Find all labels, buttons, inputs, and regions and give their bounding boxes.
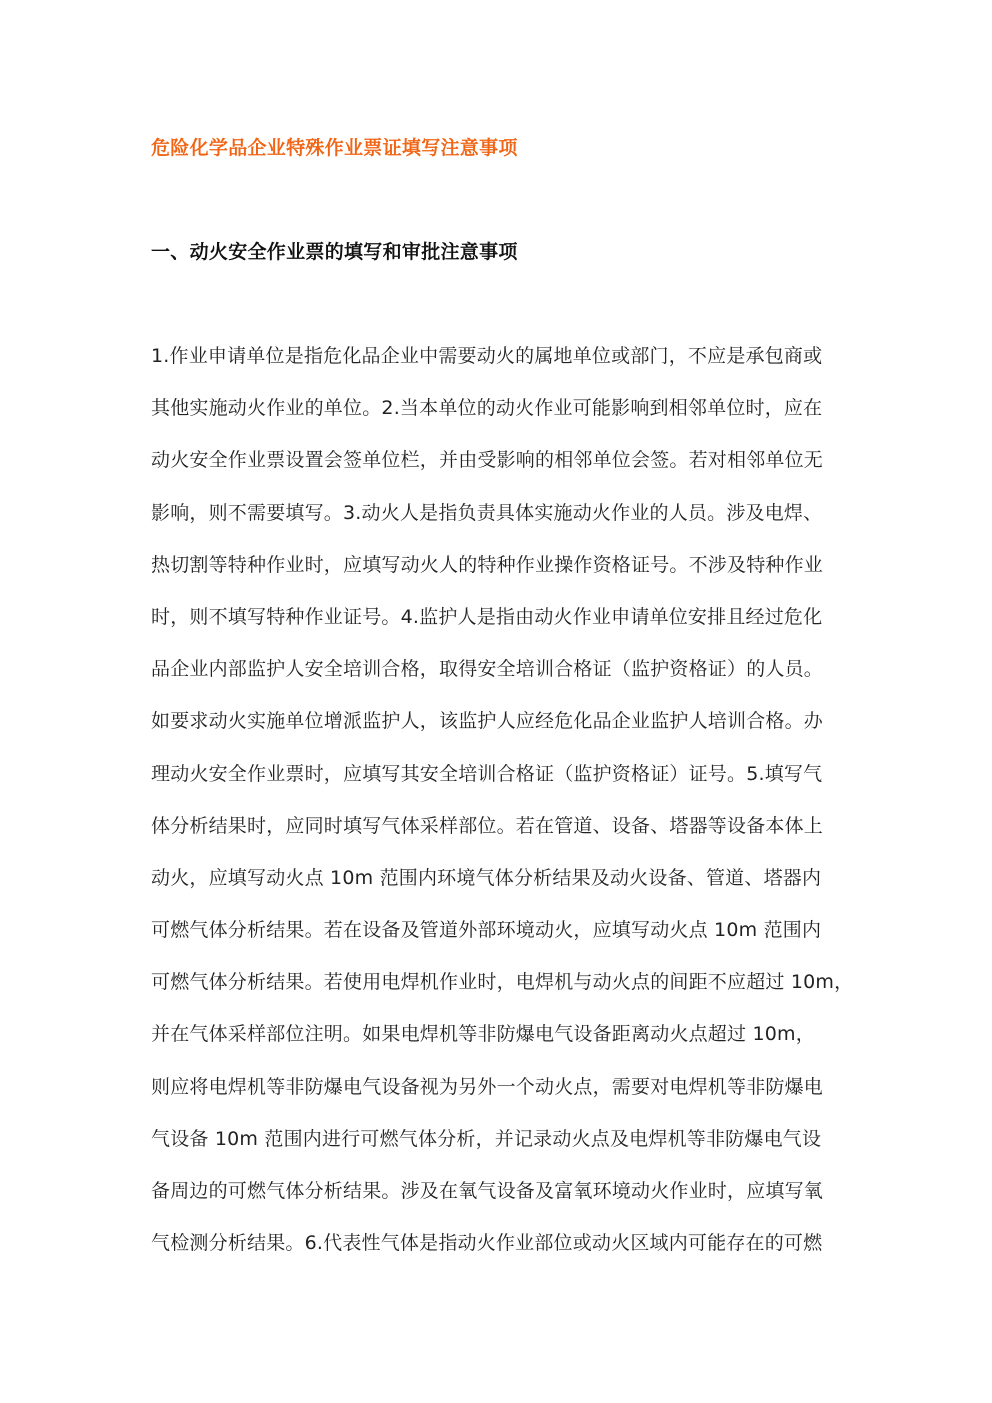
document-title: 危险化学品企业特殊作业票证填写注意事项 bbox=[151, 137, 518, 159]
body-line: 并在气体采样部位注明。如果电焊机等非防爆电气设备距离动火点超过 10m， bbox=[151, 1023, 815, 1046]
body-line: 气检测分析结果。6.代表性气体是指动火作业部位或动火区域内可能存在的可燃 bbox=[151, 1232, 823, 1255]
body-line: 动火安全作业票设置会签单位栏，并由受影响的相邻单位会签。若对相邻单位无 bbox=[151, 449, 824, 472]
body-line: 其他实施动火作业的单位。2.当本单位的动火作业可能影响到相邻单位时，应在 bbox=[151, 397, 823, 420]
body-line: 体分析结果时，应同时填写气体采样部位。若在管道、设备、塔器等设备本体上 bbox=[151, 814, 824, 837]
section-heading: 一、动火安全作业票的填写和审批注意事项 bbox=[151, 241, 518, 263]
body-line: 备周边的可燃气体分析结果。涉及在氧气设备及富氧环境动火作业时，应填写氧 bbox=[151, 1180, 824, 1202]
body-line: 理动火安全作业票时，应填写其安全培训合格证（监护资格证）证号。5.填写气 bbox=[151, 762, 823, 785]
body-line: 气设备 10m 范围内进行可燃气体分析，并记录动火点及电焊机等非防爆电气设 bbox=[151, 1127, 822, 1150]
body-line: 影响，则不需要填写。3.动火人是指负责具体实施动火作业的人员。涉及电焊、 bbox=[151, 501, 823, 524]
body-line: 时，则不填写特种作业证号。4.监护人是指由动火作业申请单位安排且经过危化 bbox=[151, 605, 823, 628]
body-line: 可燃气体分析结果。若在设备及管道外部环境动火，应填写动火点 10m 范围内 bbox=[151, 919, 822, 942]
body-line: 品企业内部监护人安全培训合格，取得安全培训合格证（监护资格证）的人员。 bbox=[151, 658, 824, 681]
body-line: 动火，应填写动火点 10m 范围内环境气体分析结果及动火设备、管道、塔器内 bbox=[151, 866, 822, 889]
body-line: 1.作业申请单位是指危化品企业中需要动火的属地单位或部门，不应是承包商或 bbox=[151, 345, 823, 367]
body-line: 可燃气体分析结果。若使用电焊机作业时，电焊机与动火点的间距不应超过 10m， bbox=[151, 971, 854, 994]
body-line: 如要求动火实施单位增派监护人，该监护人应经危化品企业监护人培训合格。办 bbox=[151, 710, 824, 733]
body-paragraph bbox=[151, 338, 854, 1277]
body-line: 热切割等特种作业时，应填写动火人的特种作业操作资格证号。不涉及特种作业 bbox=[151, 553, 824, 576]
body-line: 则应将电焊机等非防爆电气设备视为另外一个动火点，需要对电焊机等非防爆电 bbox=[151, 1075, 824, 1098]
